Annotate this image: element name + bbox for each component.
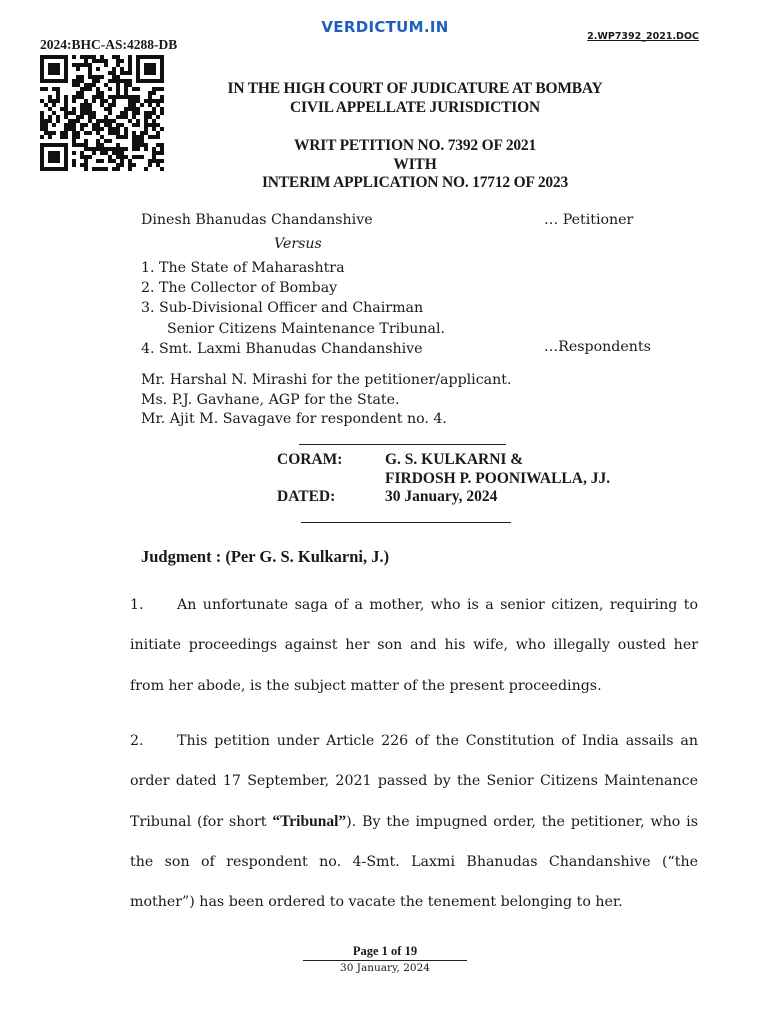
coram-label: CORAM: [277,451,343,468]
coram-judges [385,450,610,488]
respondent-item: 1. The State of Maharashtra [141,260,345,276]
court-heading [60,80,770,117]
document-reference: 2.WP7392_2021.DOC [587,31,699,42]
dated-value: 30 January, 2024 [385,488,498,505]
paragraph-emphasis: “Tribunal” [272,812,347,830]
counsel-item: Ms. P.J. Gavhane, AGP for the State. [141,391,400,408]
divider-bottom [301,522,511,523]
petitioner-role: … Petitioner [544,212,634,228]
respondents-list [141,258,445,359]
paragraph-number: 1. [130,597,144,613]
paragraph-2 [130,721,698,922]
jurisdiction: CIVIL APPELLATE JURISDICTION [290,98,540,116]
paragraph-1 [130,585,698,706]
respondent-item: 3. Sub-Divisional Officer and Chairman [141,300,424,317]
judge-name: G. S. KULKARNI & [385,451,524,468]
respondent-item: Senior Citizens Maintenance Tribunal. [167,320,446,337]
judgment-heading: Judgment : (Per G. S. Kulkarni, J.) [141,547,390,566]
court-name: IN THE HIGH COURT OF JUDICATURE AT BOMBAY [227,80,603,97]
versus-label: Versus [274,236,322,252]
application-number: INTERIM APPLICATION NO. 17712 OF 2023 [261,174,569,191]
counsel-item: Mr. Harshal N. Mirashi for the petitioner/applicant. [141,372,512,388]
divider-top [299,444,506,445]
paragraph-text: An unfortunate saga of a mother, who is a senior citizen, requiring to initiate proceedings against her son and his wife, who illegally ousted her from her abode, is the subject matter of the present proceedings. [130,597,698,694]
paragraph-number: 2. [130,733,144,749]
petition-number: WRIT PETITION NO. 7392 OF 2021 [293,137,537,154]
counsel-list [141,371,511,430]
respondent-item: 4. Smt. Laxmi Bhanudas Chandanshive [141,340,423,357]
case-citation: 2024:BHC-AS:4288-DB [40,37,178,52]
judge-name: FIRDOSH P. POONIWALLA, JJ. [385,470,611,487]
respondent-item: 2. The Collector of Bombay [141,280,338,297]
page-number: Page 1 of 19 [303,944,467,961]
dated-label: DATED: [277,488,336,505]
watermark: VERDICTUM.IN [321,18,449,36]
paragraph-text: This petition under Article 226 of the Constitution of India assails an order dated 17 September, 2021 passed by the Senior Citizens Maintenance Tribunal (for short [130,733,698,830]
paragraph-text: ). By the impugned order, the petitioner, who is the son of respondent no. 4-Smt. Laxmi Bhanudas Chandanshive (“the mother”) has been ordered to vacate the tenement belonging to her. [130,813,698,911]
page-footer [0,940,770,974]
counsel-item: Mr. Ajit M. Savagave for respondent no. 4. [141,411,447,428]
petition-title [60,137,770,193]
footer-date: 30 January, 2024 [340,962,430,974]
respondents-role: …Respondents [544,339,651,355]
petitioner-name: Dinesh Bhanudas Chandanshive [141,212,373,228]
with-label: WITH [393,155,437,173]
